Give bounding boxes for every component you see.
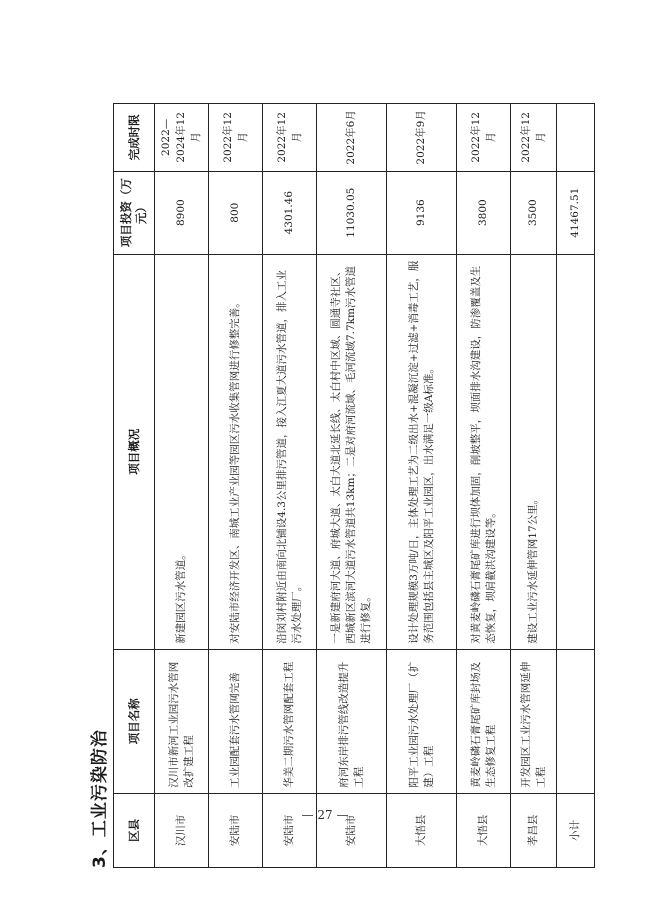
page-number: — 27 — [301,808,349,822]
table-row [208,104,262,868]
cell-name: 府河东岸排污管线改造提升工程 [316,649,386,793]
header-name: 项目名称 [113,649,154,793]
cell-desc: 新建园区污水管道。 [154,254,208,649]
cell-empty [556,254,594,649]
header-time: 完成时限 [113,104,154,172]
cell-desc: 沿闵刘村附近由南向北铺设4.3公里排污管道，接入江夏大道污水管道，排入工业污水处理厂。 [262,254,316,649]
cell-name: 工业园配套污水管网完善 [208,649,262,793]
rotated-landscape-content [78,103,603,868]
cell-time: 2022—2024年12月 [154,104,208,172]
cell-invest: 11030.05 [316,171,386,254]
cell-empty [556,104,594,172]
cell-region: 安陆市 [262,793,316,867]
subtotal-invest: 41467.51 [556,171,594,254]
cell-invest: 4301.46 [262,171,316,254]
header-region: 区县 [113,793,154,867]
cell-time: 2022年6月 [316,104,386,172]
cell-invest: 8900 [154,171,208,254]
table-row [386,104,456,868]
cell-region: 孝昌县 [510,793,556,867]
table-row [456,104,510,868]
cell-desc: 建设工业污水延伸管网17公里。 [510,254,556,649]
header-desc: 项目概况 [113,254,154,649]
subtotal-label: 小计 [556,793,594,867]
section-title: 3、工业污染防治 [89,729,110,868]
table-row [510,104,556,868]
cell-desc: 一是新建府河大道、府城大道、太白大道北延长线、太白村中区域、圆通寺社区、西城新区滨河大道污水管道共13km；二是对府河流域、毛河流域7.7km污水管道进行修复。 [316,254,386,649]
subtotal-row [556,104,594,868]
table-row [316,104,386,868]
cell-name: 开发园区工业污水管网延伸工程 [510,649,556,793]
cell-region: 大悟县 [386,793,456,867]
cell-time: 2022年12月 [208,104,262,172]
project-table [113,103,595,868]
cell-time: 2022年9月 [386,104,456,172]
cell-invest: 800 [208,171,262,254]
cell-time: 2022年12月 [456,104,510,172]
cell-name: 阳平工业园污水处理厂（扩建）工程 [386,649,456,793]
cell-name: 黄麦岭磷石膏尾矿库封场及生态修复工程 [456,649,510,793]
cell-time: 2022年12月 [510,104,556,172]
cell-invest: 3500 [510,171,556,254]
cell-invest: 3800 [456,171,510,254]
cell-desc: 对安陆市经济开发区、南城工业产业园等园区污水收集管网进行修整完善。 [208,254,262,649]
cell-region: 安陆市 [208,793,262,867]
cell-invest: 9136 [386,171,456,254]
cell-name: 华美二期污水管网配套工程 [262,649,316,793]
cell-desc: 设计处理规模3万吨/日，主体处理工艺为二级出水+混凝沉淀+过滤+消毒工艺，服务范围包括县主城区及阳平工业园区，出水满足一级A标准。 [386,254,456,649]
header-invest: 项目投资（万元） [113,171,154,254]
cell-name: 汉川市新河工业园污水管网改扩建工程 [154,649,208,793]
cell-time: 2022年12月 [262,104,316,172]
cell-region: 大悟县 [456,793,510,867]
cell-region: 汉川市 [154,793,208,867]
cell-empty [556,649,594,793]
table-row [262,104,316,868]
cell-region: 安陆市 [316,793,386,867]
table-row [154,104,208,868]
cell-desc: 对黄麦岭磷石膏尾矿库进行坝体加固，削坡整平，坝面排水沟建设，防渗覆盖及生态恢复，坝肩截洪沟建设等。 [456,254,510,649]
table-header-row [113,104,154,868]
